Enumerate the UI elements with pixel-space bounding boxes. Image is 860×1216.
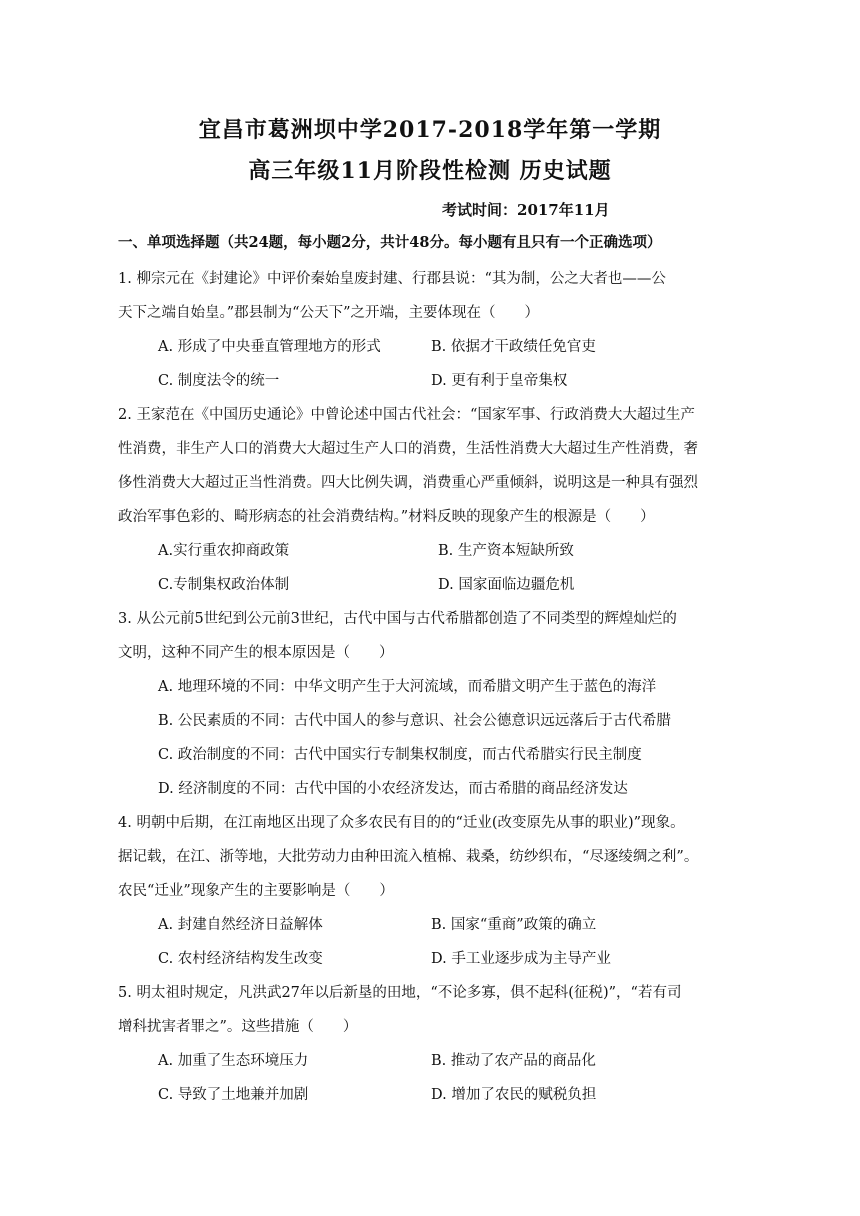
option-c: C. 农村经济结构发生改变 — [158, 951, 323, 967]
exam-time: 考试时间：2017年11月 — [442, 201, 610, 219]
question-stem-line: 文明，这种不同产生的根本原因是（ ） — [118, 645, 394, 661]
question-stem-line: 5. 明太祖时规定，凡洪武27年以后新垦的田地，“不论多寡，俱不起科(征税)”，“若有司 — [118, 985, 682, 1001]
question-stem-line: 据记载，在江、浙等地，大批劳动力由种田流入植棉、栽桑，纺纱织布，“尽逐绫绸之利”。 — [118, 849, 699, 865]
option-d: D. 手工业逐步成为主导产业 — [431, 951, 611, 967]
option-c: C.专制集权政治体制 — [158, 577, 290, 593]
option-b: B. 国家“重商”政策的确立 — [431, 917, 597, 933]
option-a: A. 加重了生态环境压力 — [158, 1053, 309, 1069]
option-a: A.实行重农抑商政策 — [158, 543, 290, 559]
question-stem-line: 政治军事色彩的、畸形病态的社会消费结构。”材料反映的现象产生的根源是（ ） — [118, 509, 655, 525]
section-heading: 一、单项选择题（共24题，每小题2分，共计48分。每小题有且只有一个正确选项） — [118, 234, 662, 251]
option-c: C. 政治制度的不同：古代中国实行专制集权制度，而古代希腊实行民主制度 — [158, 747, 642, 763]
option-b: B. 公民素质的不同：古代中国人的参与意识、社会公德意识远远落后于古代希腊 — [158, 713, 671, 729]
question-stem-line: 1. 柳宗元在《封建论》中评价秦始皇废封建、行郡县说：“其为制，公之大者也——公 — [118, 271, 666, 287]
exam-title-line2: 高三年级11月阶段性检测 历史试题 — [248, 158, 612, 184]
option-b: B. 生产资本短缺所致 — [438, 543, 574, 559]
option-b: B. 推动了农产品的商品化 — [431, 1053, 596, 1069]
question-stem-line: 侈性消费大大超过正当性消费。四大比例失调，消费重心严重倾斜，说明这是一种具有强烈 — [118, 475, 698, 491]
option-a: A. 封建自然经济日益解体 — [158, 917, 323, 933]
option-b: B. 依据才干政绩任免官吏 — [431, 339, 596, 355]
exam-title-line1: 宜昌市葛洲坝中学2017-2018学年第一学期 — [198, 117, 662, 143]
question-stem-line: 3. 从公元前5世纪到公元前3世纪，古代中国与古代希腊都创造了不同类型的辉煌灿烂的 — [118, 611, 677, 627]
option-d: D. 增加了农民的赋税负担 — [431, 1087, 597, 1103]
question-stem-line: 天下之端自始皇。”郡县制为“公天下”之开端，主要体现在（ ） — [118, 305, 539, 321]
question-stem-line: 2. 王家范在《中国历史通论》中曾论述中国古代社会：“国家军事、行政消费大大超过生产 — [118, 407, 695, 423]
option-c: C. 导致了土地兼并加剧 — [158, 1087, 309, 1103]
option-c: C. 制度法令的统一 — [158, 373, 280, 389]
option-a: A. 地理环境的不同：中华文明产生于大河流域，而希腊文明产生于蓝色的海洋 — [158, 679, 657, 695]
question-stem-line: 4. 明朝中后期，在江南地区出现了众多农民有目的的“迁业(改变原先从事的职业)”现象。 — [118, 815, 685, 831]
option-d: D. 国家面临边疆危机 — [438, 577, 575, 593]
option-d: D. 经济制度的不同：古代中国的小农经济发达，而古希腊的商品经济发达 — [158, 781, 628, 797]
option-a: A. 形成了中央垂直管理地方的形式 — [158, 339, 381, 355]
option-d: D. 更有利于皇帝集权 — [431, 373, 568, 389]
question-stem-line: 性消费，非生产人口的消费大大超过生产人口的消费，生活性消费大大超过生产性消费，奢 — [118, 441, 698, 457]
question-stem-line: 增科扰害者罪之”。这些措施（ ） — [118, 1019, 358, 1035]
question-stem-line: 农民“迁业”现象产生的主要影响是（ ） — [118, 883, 394, 899]
